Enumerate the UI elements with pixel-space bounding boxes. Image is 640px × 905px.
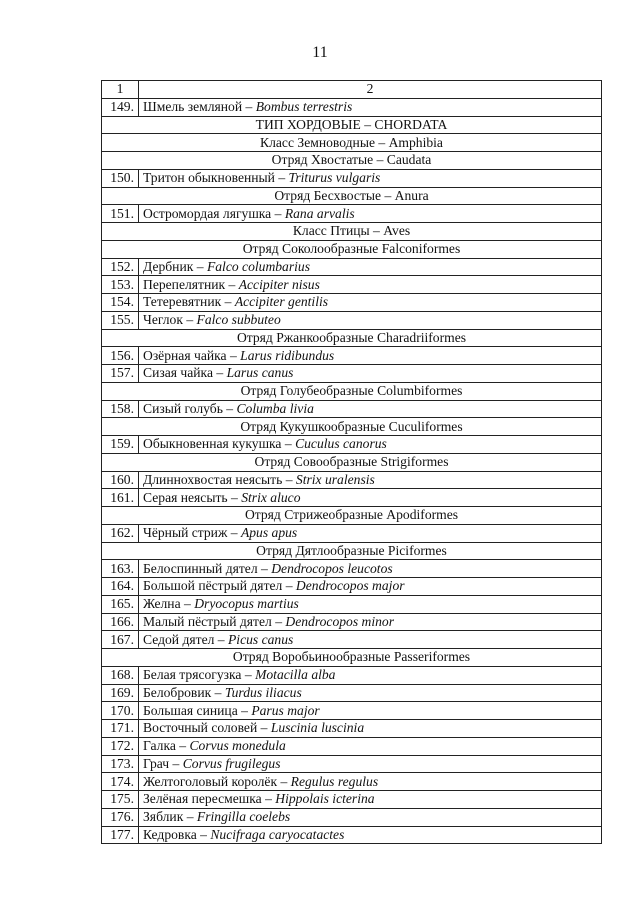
table-row — [102, 702, 602, 720]
species-cell — [139, 702, 602, 720]
name-separator: – — [211, 684, 225, 700]
section-heading: Отряд Воробьинообразные Passeriformes — [102, 649, 602, 667]
name-separator: – — [169, 755, 183, 771]
section-row — [102, 240, 602, 258]
section-heading: Отряд Стрижеобразные Apodiformes — [102, 507, 602, 525]
species-latin-name: Nucifraga caryocatactes — [210, 826, 345, 842]
section-heading: Отряд Соколообразные Falconiformes — [102, 240, 602, 258]
species-cell — [139, 205, 602, 223]
species-common-name: Чёрный стриж — [143, 525, 228, 541]
row-number: 166. — [102, 613, 139, 631]
species-common-name: Зяблик — [143, 809, 184, 825]
species-cell — [139, 258, 602, 276]
species-cell — [139, 684, 602, 702]
section-heading: Отряд Кукушкообразные Cuculiformes — [102, 418, 602, 436]
table-row — [102, 737, 602, 755]
species-table — [101, 80, 602, 844]
section-row — [102, 187, 602, 205]
species-latin-name: Cuculus canorus — [295, 436, 387, 452]
name-separator: – — [242, 99, 256, 115]
section-row — [102, 152, 602, 170]
species-latin-name: Regulus regulus — [290, 773, 379, 789]
species-cell — [139, 826, 602, 844]
species-cell — [139, 98, 602, 116]
section-row — [102, 542, 602, 560]
name-separator: – — [226, 347, 241, 363]
name-separator: – — [196, 826, 211, 842]
name-separator: – — [182, 312, 197, 328]
species-latin-name: Triturus vulgaris — [288, 170, 381, 186]
table-row — [102, 720, 602, 738]
species-latin-name: Dryocopus martius — [194, 596, 299, 612]
section-row — [102, 329, 602, 347]
name-separator: – — [214, 631, 228, 647]
section-row — [102, 116, 602, 134]
species-latin-name: Strix uralensis — [295, 471, 375, 487]
species-latin-name: Rana arvalis — [284, 205, 355, 221]
table-row — [102, 773, 602, 791]
species-cell — [139, 276, 602, 294]
species-common-name: Обыкновенная кукушка — [143, 436, 282, 452]
species-latin-name: Bombus terrestris — [255, 99, 353, 115]
species-cell — [139, 720, 602, 738]
species-common-name: Дербник — [143, 258, 194, 274]
species-cell — [139, 773, 602, 791]
section-row — [102, 223, 602, 241]
name-separator: – — [274, 170, 289, 186]
row-number: 170. — [102, 702, 139, 720]
row-number: 171. — [102, 720, 139, 738]
row-number: 175. — [102, 791, 139, 809]
name-separator: – — [281, 436, 296, 452]
species-common-name: Перепелятник — [143, 276, 226, 292]
species-latin-name: Dendrocopos leucotos — [271, 560, 393, 576]
species-common-name: Грач — [143, 755, 170, 771]
species-latin-name: Picus canus — [228, 631, 294, 647]
row-number: 174. — [102, 773, 139, 791]
name-separator: – — [222, 400, 237, 416]
table-row — [102, 560, 602, 578]
table-row — [102, 205, 602, 223]
row-number: 177. — [102, 826, 139, 844]
header-cell-species: 2 — [139, 81, 602, 99]
species-latin-name: Strix aluco — [241, 489, 301, 505]
species-cell — [139, 489, 602, 507]
table-row — [102, 631, 602, 649]
species-latin-name: Larus canus — [226, 365, 294, 381]
species-latin-name: Accipiter gentilis — [234, 294, 329, 310]
species-common-name: Чеглок — [143, 312, 183, 328]
species-latin-name: Apus apus — [240, 525, 298, 541]
table-row — [102, 826, 602, 844]
species-cell — [139, 294, 602, 312]
name-separator: – — [212, 365, 227, 381]
row-number: 149. — [102, 98, 139, 116]
species-cell — [139, 169, 602, 187]
section-heading: Отряд Бесхвостые – Anura — [102, 187, 602, 205]
species-common-name: Сизый голубь — [143, 400, 223, 416]
table-row — [102, 98, 602, 116]
species-latin-name: Hippolais icterina — [275, 791, 375, 807]
name-separator: – — [237, 702, 252, 718]
row-number: 153. — [102, 276, 139, 294]
row-number: 173. — [102, 755, 139, 773]
species-common-name: Озёрная чайка — [143, 347, 227, 363]
section-heading: Отряд Хвостатые – Caudata — [102, 152, 602, 170]
section-row — [102, 134, 602, 152]
species-cell — [139, 365, 602, 383]
species-latin-name: Fringilla coelebs — [196, 809, 291, 825]
species-latin-name: Corvus monedula — [189, 738, 286, 754]
name-separator: – — [271, 613, 286, 629]
name-separator: – — [183, 809, 197, 825]
species-common-name: Шмель земляной — [143, 99, 243, 115]
row-number: 163. — [102, 560, 139, 578]
section-row — [102, 418, 602, 436]
row-number: 165. — [102, 595, 139, 613]
row-number: 164. — [102, 578, 139, 596]
species-common-name: Остромордая лягушка — [143, 205, 272, 221]
table-row — [102, 808, 602, 826]
section-row — [102, 507, 602, 525]
species-latin-name: Falco subbuteo — [196, 312, 281, 328]
table-row — [102, 578, 602, 596]
name-separator: – — [257, 720, 271, 736]
species-common-name: Восточный соловей — [143, 720, 258, 736]
species-common-name: Зелёная пересмешка — [143, 791, 262, 807]
species-common-name: Седой дятел — [143, 631, 215, 647]
species-common-name: Большая синица — [143, 702, 238, 718]
name-separator: – — [193, 258, 207, 274]
table-row — [102, 524, 602, 542]
species-cell — [139, 631, 602, 649]
species-common-name: Сизая чайка — [143, 365, 213, 381]
section-row — [102, 453, 602, 471]
name-separator: – — [227, 525, 241, 541]
row-number: 151. — [102, 205, 139, 223]
species-common-name: Большой пёстрый дятел — [143, 578, 283, 594]
header-cell-number: 1 — [102, 81, 139, 99]
table-row — [102, 471, 602, 489]
name-separator: – — [271, 205, 285, 221]
species-common-name: Длиннохвостая неясыть — [143, 471, 283, 487]
table-row — [102, 595, 602, 613]
species-cell — [139, 400, 602, 418]
row-number: 156. — [102, 347, 139, 365]
section-heading: Отряд Ржанкообразные Charadriiformes — [102, 329, 602, 347]
table-row — [102, 684, 602, 702]
row-number: 162. — [102, 524, 139, 542]
species-latin-name: Turdus iliacus — [224, 684, 302, 700]
page-number: 11 — [312, 44, 328, 61]
species-common-name: Белоспинный дятел — [143, 560, 258, 576]
section-row — [102, 649, 602, 667]
table-row — [102, 613, 602, 631]
table-row — [102, 276, 602, 294]
species-cell — [139, 471, 602, 489]
species-latin-name: Columba livia — [236, 400, 314, 416]
species-latin-name: Dendrocopos minor — [285, 613, 395, 629]
species-cell — [139, 560, 602, 578]
name-separator: – — [257, 560, 272, 576]
species-latin-name: Falco columbarius — [206, 258, 311, 274]
section-heading: Класс Птицы – Aves — [102, 223, 602, 241]
table-row — [102, 489, 602, 507]
name-separator: – — [221, 294, 235, 310]
species-cell — [139, 666, 602, 684]
name-separator: – — [282, 578, 296, 594]
species-cell — [139, 347, 602, 365]
section-heading: Отряд Дятлообразные Piciformes — [102, 542, 602, 560]
species-cell — [139, 613, 602, 631]
species-latin-name: Parus major — [251, 702, 320, 718]
section-row — [102, 382, 602, 400]
section-heading: Отряд Голубеобразные Columbiformes — [102, 382, 602, 400]
table-row — [102, 365, 602, 383]
species-latin-name: Dendrocopos major — [295, 578, 405, 594]
row-number: 172. — [102, 737, 139, 755]
row-number: 158. — [102, 400, 139, 418]
species-common-name: Тетеревятник — [143, 294, 222, 310]
row-number: 154. — [102, 294, 139, 312]
table-header-row — [102, 81, 602, 99]
table-row — [102, 436, 602, 454]
species-cell — [139, 595, 602, 613]
row-number: 167. — [102, 631, 139, 649]
species-common-name: Галка — [143, 738, 176, 754]
species-table-body — [102, 81, 602, 844]
species-common-name: Белая трясогузка — [143, 667, 242, 683]
name-separator: – — [241, 667, 256, 683]
species-common-name: Малый пёстрый дятел — [143, 613, 272, 629]
section-heading: ТИП ХОРДОВЫЕ – CHORDATA — [102, 116, 602, 134]
species-cell — [139, 436, 602, 454]
name-separator: – — [261, 791, 276, 807]
name-separator: – — [227, 489, 242, 505]
species-cell — [139, 311, 602, 329]
name-separator: – — [225, 276, 239, 292]
species-cell — [139, 791, 602, 809]
species-cell — [139, 755, 602, 773]
species-common-name: Кедровка — [143, 826, 197, 842]
species-latin-name: Larus ridibundus — [240, 347, 335, 363]
section-heading: Класс Земноводные – Amphibia — [102, 134, 602, 152]
species-cell — [139, 737, 602, 755]
row-number: 168. — [102, 666, 139, 684]
row-number: 176. — [102, 808, 139, 826]
section-heading: Отряд Совообразные Strigiformes — [102, 453, 602, 471]
table-row — [102, 791, 602, 809]
table-row — [102, 666, 602, 684]
species-latin-name: Motacilla alba — [255, 667, 336, 683]
name-separator: – — [282, 471, 296, 487]
name-separator: – — [180, 596, 195, 612]
table-row — [102, 169, 602, 187]
table-row — [102, 400, 602, 418]
table-row — [102, 755, 602, 773]
row-number: 161. — [102, 489, 139, 507]
row-number: 160. — [102, 471, 139, 489]
species-common-name: Желна — [143, 596, 181, 612]
table-row — [102, 311, 602, 329]
row-number: 150. — [102, 169, 139, 187]
row-number: 159. — [102, 436, 139, 454]
table-row — [102, 258, 602, 276]
species-latin-name: Corvus frugilegus — [182, 755, 281, 771]
species-latin-name: Luscinia luscinia — [270, 720, 365, 736]
species-latin-name: Accipiter nisus — [238, 276, 320, 292]
species-common-name: Белобровик — [143, 684, 212, 700]
table-row — [102, 347, 602, 365]
species-cell — [139, 524, 602, 542]
name-separator: – — [175, 738, 190, 754]
row-number: 155. — [102, 311, 139, 329]
species-cell — [139, 578, 602, 596]
species-common-name: Серая неясыть — [143, 489, 228, 505]
name-separator: – — [277, 773, 291, 789]
row-number: 152. — [102, 258, 139, 276]
species-cell — [139, 808, 602, 826]
row-number: 169. — [102, 684, 139, 702]
table-row — [102, 294, 602, 312]
species-common-name: Желтоголовый королёк — [143, 773, 278, 789]
species-common-name: Тритон обыкновенный — [143, 170, 275, 186]
row-number: 157. — [102, 365, 139, 383]
